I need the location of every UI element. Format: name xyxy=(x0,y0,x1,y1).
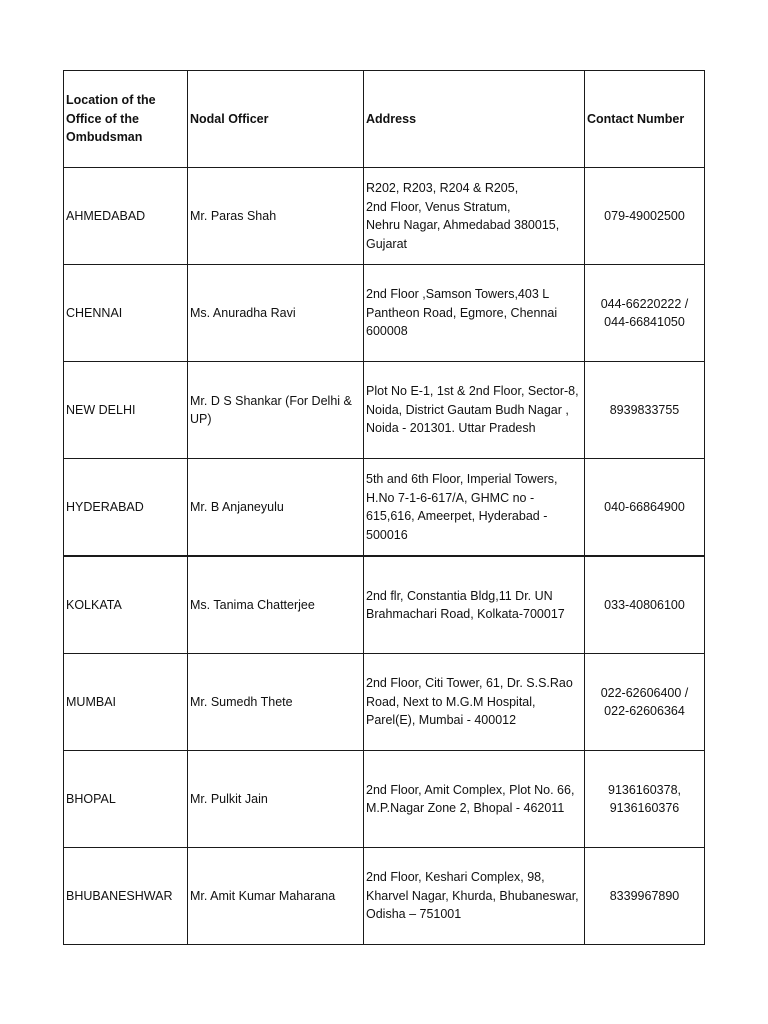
address-line: R202, R203, R204 & R205, xyxy=(366,181,519,195)
address-line: Noida - 201301. Uttar Pradesh xyxy=(366,421,536,436)
nodal-officer-cell: Mr. Paras Shah xyxy=(188,168,364,265)
address-cell xyxy=(364,654,585,751)
location-cell: NEW DELHI xyxy=(64,362,188,459)
contact-number-cell xyxy=(585,265,705,362)
table-row xyxy=(64,168,705,265)
table-row xyxy=(64,848,705,945)
table-row xyxy=(64,362,705,459)
address-cell xyxy=(364,168,585,265)
header-address: Address xyxy=(364,71,585,168)
address-line: Nehru Nagar, Ahmedabad 380015, xyxy=(366,218,560,232)
address-line: Noida, District Gautam Budh Nagar , xyxy=(366,402,569,417)
nodal-officer-cell: Mr. Pulkit Jain xyxy=(188,751,364,848)
contact-number-cell xyxy=(585,751,705,848)
table-row xyxy=(64,459,705,557)
address-line: H.No 7-1-6-617/A, GHMC no - xyxy=(366,490,535,505)
header-location: Location of the Office of the Ombudsman xyxy=(64,71,188,168)
contact-number-cell xyxy=(585,654,705,751)
address-line: 2nd Floor, Venus Stratum, xyxy=(366,199,511,214)
table-row xyxy=(64,556,705,654)
address-line: Kharvel Nagar, Khurda, Bhubaneswar, xyxy=(366,888,579,903)
contact-number: 022-62606400 / xyxy=(600,685,689,700)
header-contact-number: Contact Number xyxy=(585,71,705,168)
table-header-row xyxy=(64,71,705,168)
address-cell xyxy=(364,848,585,945)
contact-number-cell xyxy=(585,848,705,945)
contact-number: 9136160378, xyxy=(608,782,681,797)
address-line: 5th and 6th Floor, Imperial Towers, xyxy=(366,472,558,486)
table-row xyxy=(64,265,705,362)
contact-number: 8939833755 xyxy=(609,402,680,417)
contact-number: 040-66864900 xyxy=(604,499,685,514)
nodal-officer-cell: Mr. Amit Kumar Maharana xyxy=(188,848,364,945)
contact-number: 044-66841050 xyxy=(604,315,685,329)
address-line: 2nd Floor, Amit Complex, Plot No. 66, xyxy=(366,782,575,797)
contact-number: 079-49002500 xyxy=(604,208,685,223)
address-line: Pantheon Road, Egmore, Chennai xyxy=(366,305,558,320)
location-cell: KOLKATA xyxy=(64,556,188,654)
address-line: 500016 xyxy=(366,527,408,542)
ombudsman-offices-table xyxy=(63,70,705,945)
address-line: M.P.Nagar Zone 2, Bhopal - 462011 xyxy=(366,801,565,815)
location-cell: HYDERABAD xyxy=(64,459,188,557)
contact-number-cell xyxy=(585,459,705,557)
address-cell xyxy=(364,556,585,654)
location-cell: CHENNAI xyxy=(64,265,188,362)
address-line: 2nd Floor ,Samson Towers,403 L xyxy=(366,287,550,302)
contact-number: 033-40806100 xyxy=(604,597,685,612)
address-line: Gujarat xyxy=(366,236,407,251)
contact-number-cell xyxy=(585,362,705,459)
address-cell xyxy=(364,362,585,459)
contact-number-cell xyxy=(585,168,705,265)
contact-number: 9136160376 xyxy=(609,801,680,815)
table-row xyxy=(64,751,705,848)
address-cell xyxy=(364,265,585,362)
contact-number: 022-62606364 xyxy=(604,704,685,718)
address-line: Plot No E-1, 1st & 2nd Floor, Sector-8, xyxy=(366,384,579,399)
address-line: 2nd Floor, Keshari Complex, 98, xyxy=(366,870,545,885)
address-line: Brahmachari Road, Kolkata-700017 xyxy=(366,607,565,621)
header-nodal-officer: Nodal Officer xyxy=(188,71,364,168)
address-line: 615,616, Ameerpet, Hyderabad - xyxy=(366,509,548,523)
table-row xyxy=(64,654,705,751)
nodal-officer-cell: Ms. Tanima Chatterjee xyxy=(188,556,364,654)
location-cell: AHMEDABAD xyxy=(64,168,188,265)
location-cell: BHUBANESHWAR xyxy=(64,848,188,945)
address-cell xyxy=(364,751,585,848)
nodal-officer-cell: Mr. D S Shankar (For Delhi & UP) xyxy=(188,362,364,459)
address-line: 2nd Floor, Citi Tower, 61, Dr. S.S.Rao xyxy=(366,676,573,691)
nodal-officer-cell: Ms. Anuradha Ravi xyxy=(188,265,364,362)
address-line: Parel(E), Mumbai - 400012 xyxy=(366,713,517,728)
contact-number: 8339967890 xyxy=(609,888,680,903)
location-cell: MUMBAI xyxy=(64,654,188,751)
nodal-officer-cell: Mr. B Anjaneyulu xyxy=(188,459,364,557)
contact-number-cell xyxy=(585,556,705,654)
address-line: Road, Next to M.G.M Hospital, xyxy=(366,694,536,709)
address-line: 600008 xyxy=(366,324,408,339)
table-body xyxy=(64,168,705,945)
location-cell: BHOPAL xyxy=(64,751,188,848)
contact-number: 044-66220222 / xyxy=(600,296,689,311)
address-cell xyxy=(364,459,585,557)
address-line: Odisha – 751001 xyxy=(366,907,462,922)
nodal-officer-cell: Mr. Sumedh Thete xyxy=(188,654,364,751)
address-line: 2nd flr, Constantia Bldg,11 Dr. UN xyxy=(366,588,553,603)
